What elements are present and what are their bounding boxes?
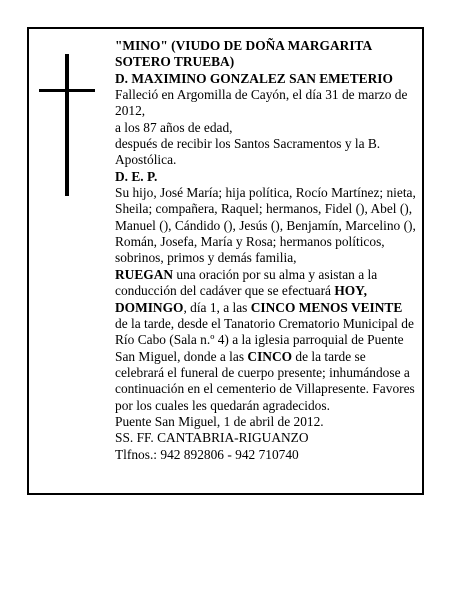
cross-horizontal-bar	[39, 89, 95, 92]
place-date: Puente San Miguel, 1 de abril de 2012.	[115, 413, 324, 429]
ruegan-word: RUEGAN	[115, 266, 174, 282]
request-text-6b: de la tarde se	[292, 348, 366, 364]
request-line-5: Río Cabo (Sala n.º 4) a la iglesia parroquial de Puente	[115, 332, 404, 348]
time-words: CINCO MENOS VEINTE	[250, 299, 403, 315]
family-line-1: Su hijo, José María; hija política, Rocío Martínez; nieta,	[115, 185, 416, 201]
request-text-1: una oración por su alma y asistan a la	[173, 266, 378, 282]
obituary-text	[115, 38, 421, 463]
request-text-2: conducción del cadáver que se efectuará	[115, 283, 335, 299]
heading-line-2: SOTERO TRUEBA)	[115, 54, 235, 70]
age-line: a los 87 años de edad,	[115, 119, 233, 135]
sacraments-line-1: después de recibir los Santos Sacramentos y la B.	[115, 136, 381, 152]
request-line-9: por los cuales les quedarán agradecidos.	[115, 397, 330, 413]
phone-numbers: Tlfnos.: 942 892806 - 942 710740	[115, 446, 299, 462]
family-line-5: sobrinos, primos y demás familia,	[115, 250, 297, 266]
sacraments-line-2: Apostólica.	[115, 152, 177, 168]
request-line-4: de la tarde, desde el Tanatorio Crematorio Municipal de	[115, 315, 414, 331]
family-line-4: Román, Josefa, María y Rosa; hermanos políticos,	[115, 234, 385, 250]
deceased-name: D. MAXIMINO GONZALEZ SAN EMETERIO	[115, 70, 393, 86]
funeral-home: SS. FF. CANTABRIA-RIGUANZO	[115, 430, 309, 446]
family-line-2: Sheila; compañera, Raquel; hermanos, Fidel (), Abel (),	[115, 201, 413, 217]
request-text-3: , día 1, a las	[183, 299, 251, 315]
family-line-3: Manuel (), Cándido (), Jesús (), Benjamín, Marcelino (),	[115, 217, 416, 233]
domingo-word: DOMINGO	[115, 299, 184, 315]
request-text-6a: San Miguel, donde a las	[115, 348, 248, 364]
hoy-word: HOY,	[334, 283, 367, 299]
cinco-word: CINCO	[247, 348, 293, 364]
dep-line: D. E. P.	[115, 168, 158, 184]
death-line-2: 2012,	[115, 103, 146, 119]
cross-vertical-bar	[65, 54, 69, 196]
request-line-8: continuación en el cementerio de Villapresente. Favores	[115, 381, 415, 397]
heading-line-1: "MINO" (VIUDO DE DOÑA MARGARITA	[115, 38, 373, 53]
request-line-6	[115, 349, 421, 365]
request-line-2	[115, 283, 421, 299]
death-line-1: Falleció en Argomilla de Cayón, el día 31 de marzo de	[115, 87, 408, 103]
request-line-7: celebrará el funeral de cuerpo presente; inhumándose a	[115, 364, 410, 380]
request-line-1	[115, 267, 421, 283]
request-line-3	[115, 300, 421, 316]
